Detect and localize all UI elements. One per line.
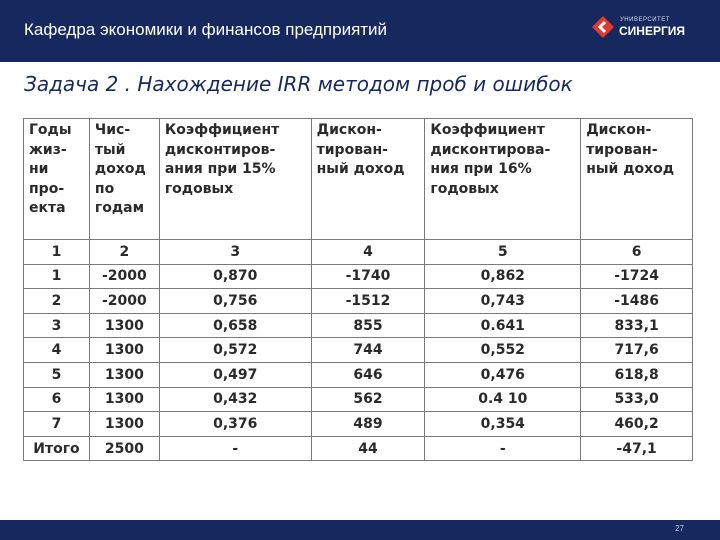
table-cell: 0,432 [159,387,311,412]
table-cell: 3 [24,313,90,338]
table-row [24,289,693,314]
table-row [24,240,693,265]
header-line: годовых [430,180,499,197]
table-row [24,338,693,363]
header-cell [89,119,159,240]
table-cell: - [425,436,581,461]
table-cell: 44 [311,436,425,461]
table-row [24,412,693,437]
header-cell [425,119,581,240]
table-cell: -1486 [581,289,693,314]
table-cell: 5 [24,362,90,387]
header-line: ный доход [586,161,675,177]
table-cell: -2000 [89,289,159,314]
table-cell: -1724 [581,264,693,289]
table-cell: 2 [89,240,159,265]
table-cell: 0,354 [425,412,581,437]
table-cell: 1300 [89,387,159,412]
header-line: дисконтирова- [430,141,551,158]
table-cell: -47,1 [581,436,693,461]
table-cell: 717,6 [581,338,693,363]
table-cell: 460,2 [581,412,693,437]
table-cell: 4 [311,240,425,265]
irr-table [23,118,693,461]
header-line: ни [29,161,49,177]
table-cell: 3 [159,240,311,265]
table-cell: 0,870 [159,264,311,289]
header-line: доход [94,161,146,177]
table-cell: 0.4 10 [425,387,581,412]
footer-bar [0,520,720,540]
table-cell: 0.641 [425,313,581,338]
table-cell: 1300 [89,338,159,363]
logo-wordmark: СИНЕРГИЯ [619,24,686,38]
table-cell: 0,476 [425,362,581,387]
table-row [24,362,693,387]
header-line: по [94,180,115,197]
table-cell: 7 [24,412,90,437]
table-cell: 833,1 [581,313,693,338]
table-body [24,240,693,461]
header-cell [581,119,693,240]
synergy-logo-icon [592,16,614,38]
header-line: ния при 16% [430,161,532,177]
department-title: Кафедра экономики и финансов предприятий [24,20,388,39]
table-cell: 0,743 [425,289,581,314]
header-line: жиз- [29,141,67,158]
table-cell: 0,552 [425,338,581,363]
header-cell [311,119,425,240]
table-cell: 6 [581,240,693,265]
table-cell: 1300 [89,313,159,338]
table-cell: -2000 [89,264,159,289]
table-cell: -1740 [311,264,425,289]
header-line: Коэффициент [164,122,280,138]
header-line: годовых [164,180,234,197]
table-cell: 1300 [89,362,159,387]
header-line: Дискон- [586,122,652,138]
table-cell: 744 [311,338,425,363]
header-line: про- [29,180,65,197]
university-logo [592,14,702,46]
table-cell: 0,862 [425,264,581,289]
header-cell [24,119,90,240]
header-line: екта [29,200,66,216]
header-line: годам [94,200,145,216]
logo-caption: УНИВЕРСИТЕТ [620,17,670,23]
table-cell: 0,572 [159,338,311,363]
header-line: дисконтиров- [164,141,276,158]
header-line: ания при 15% [164,161,276,177]
table-cell: 0,756 [159,289,311,314]
table-cell: 0,497 [159,362,311,387]
table-cell: 0,658 [159,313,311,338]
page-number: 27 [675,524,684,533]
table-cell: 5 [425,240,581,265]
table-row [24,387,693,412]
table-cell: 1 [24,240,90,265]
table-cell: - [159,436,311,461]
header-line: Дискон- [316,122,382,138]
table-cell: Итого [24,436,90,461]
header-line: тирован- [586,141,658,158]
table-cell: 1 [24,264,90,289]
table-cell: 533,0 [581,387,693,412]
header-line: ный доход [316,161,405,177]
table-row [24,313,693,338]
table-cell: 4 [24,338,90,363]
header-cell [159,119,311,240]
header-line: Годы [29,122,72,138]
table-cell: 2500 [89,436,159,461]
table-cell: 562 [311,387,425,412]
table-cell: 855 [311,313,425,338]
table-row [24,264,693,289]
slide-heading: Задача 2 . Нахождение IRR методом проб и ошибок [24,72,573,96]
table-cell: 6 [24,387,90,412]
table-row [24,436,693,461]
header-line: тый [94,141,126,158]
table-cell: 2 [24,289,90,314]
header-line: Чис- [94,122,131,138]
table-cell: 1300 [89,412,159,437]
table-cell: 0,376 [159,412,311,437]
table-cell: 646 [311,362,425,387]
table-cell: 489 [311,412,425,437]
header-line: Коэффициент [430,122,545,138]
header-bar [0,0,720,62]
table-cell: 618,8 [581,362,693,387]
header-line: тирован- [316,141,388,158]
table-header-row [24,119,693,240]
table-cell: -1512 [311,289,425,314]
